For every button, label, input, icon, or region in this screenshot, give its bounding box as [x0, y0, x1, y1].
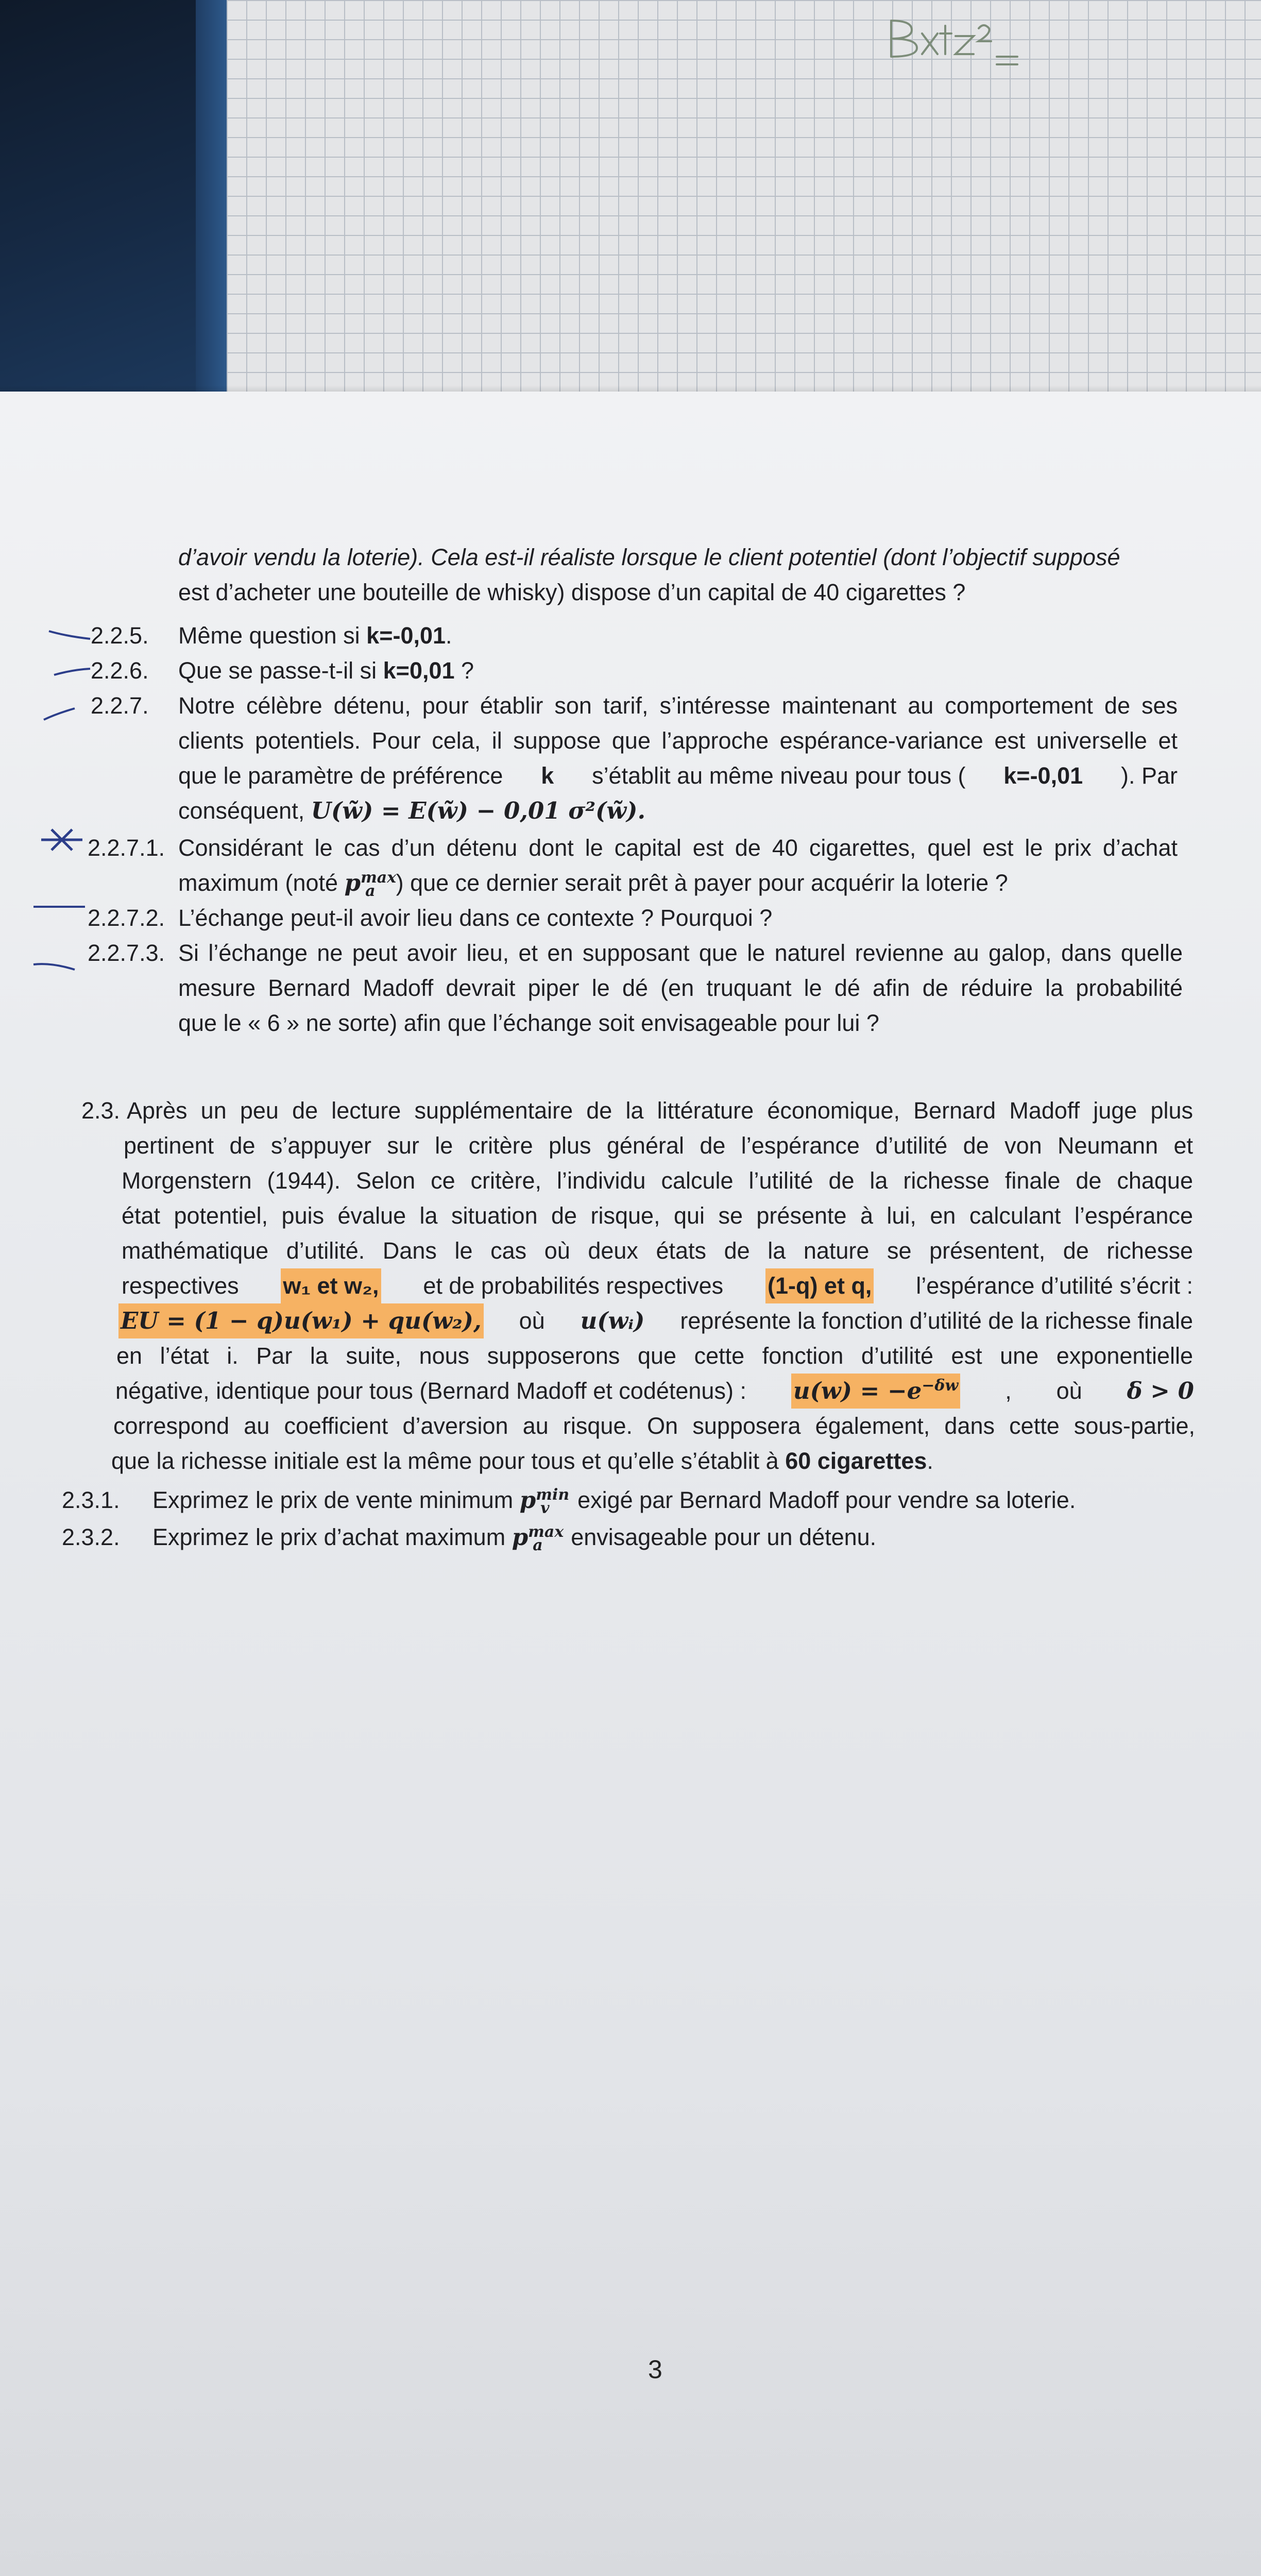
highlighted-text: w₁ et w₂,	[281, 1268, 381, 1303]
text-fragment: 60 cigarettes	[785, 1448, 927, 1474]
text-fragment: et de probabilités respectives	[423, 1273, 724, 1299]
text-fragment: négative, identique pour tous (Bernard Madoff et codétenus) :	[115, 1378, 746, 1404]
item-number: 2.2.7.3.	[88, 940, 165, 966]
item-number: 2.2.6.	[91, 657, 149, 684]
svg-text:Bxt₅²=T: Bxt₅²=T	[659, 5, 661, 6]
item-number: 2.3.2.	[62, 1524, 120, 1550]
squared-paper-sheet	[227, 0, 1261, 412]
text-fragment: U(w̃) = E(w̃) − 0,01 σ²(w̃).	[311, 797, 646, 824]
formula: p	[512, 1523, 529, 1551]
item-number: 2.2.5.	[91, 622, 149, 649]
section-2-3-line: pertinent de s’appuyer sur le critère plus général de l’espérance d’utilité de von Neumann et	[124, 1132, 1193, 1159]
formula: δ > 0	[1127, 1377, 1194, 1404]
text-fragment: Que se passe-t-il si	[178, 657, 383, 684]
formula-superscript: min	[536, 1486, 570, 1504]
section-number: 2.3.	[81, 1097, 121, 1124]
text-fragment: Exprimez le prix d’achat maximum	[152, 1524, 512, 1550]
section-2-3-line: correspond au coefficient d’aversion au risque. On supposera également, dans cette sous-partie,	[113, 1413, 1195, 1439]
pen-check-mark-4	[31, 899, 88, 914]
pen-check-mark-5	[31, 958, 77, 974]
text-line	[178, 540, 1120, 575]
handwritten-note	[659, 5, 1020, 108]
item-2-2-7-line: clients potentiels. Pour cela, il suppose que l’approche espérance-variance est universelle et	[178, 727, 1178, 754]
text-fragment: envisageable pour un détenu.	[564, 1524, 877, 1550]
formula-exponent: −δw	[922, 1377, 959, 1395]
text-fragment: .	[446, 622, 452, 649]
item-2-2-7-3-line: que le « 6 » ne sorte) afin que l’échange soit envisageable pour lui ?	[178, 1010, 879, 1036]
item-2-2-7-3-line: mesure Bernard Madoff devrait piper le dé (en truquant le dé afin de réduire la probabilité	[178, 975, 1183, 1001]
formula: u(wᵢ)	[580, 1307, 645, 1334]
text-fragment: maximum (noté	[178, 870, 345, 896]
pen-check-mark-2	[52, 665, 93, 680]
text-fragment: l’espérance d’utilité s’écrit :	[916, 1273, 1193, 1299]
text-fragment: conséquent,	[178, 798, 311, 824]
item-2-3-2	[152, 1520, 876, 1555]
section-2-3-line	[115, 1374, 1194, 1409]
item-number: 2.2.7.1.	[88, 835, 165, 861]
item-2-3-1	[152, 1483, 1076, 1518]
text-fragment: que le paramètre de préférence	[178, 762, 503, 789]
item-2-2-6	[178, 653, 474, 688]
pen-check-mark-1	[46, 623, 93, 644]
text-fragment: k	[541, 762, 554, 789]
text-fragment: ?	[454, 657, 474, 684]
item-2-2-7-1-line	[178, 866, 1008, 901]
text-fragment: respectives	[122, 1273, 239, 1299]
item-2-2-7-3-line: Si l’échange ne peut avoir lieu, et en supposant que le naturel revienne au galop, dans quelle	[178, 940, 1183, 966]
highlighted-text: (1-q) et q,	[765, 1268, 874, 1303]
formula-subscript: a	[533, 1536, 543, 1554]
item-number: 2.2.7.	[91, 692, 149, 719]
item-2-2-7-line	[178, 758, 1178, 793]
text-fragment: s’établit au même niveau pour tous (	[592, 762, 966, 789]
page-number: 3	[648, 2355, 662, 2384]
highlighted-formula: u(w) = −e	[793, 1377, 922, 1404]
section-2-3-line: Après un peu de lecture supplémentaire de la littérature économique, Bernard Madoff juge plus	[127, 1097, 1193, 1124]
item-2-2-7-line	[178, 793, 645, 828]
text-fragment: k=0,01	[383, 657, 455, 684]
text-fragment: ) que ce dernier serait prêt à payer pour acquérir la loterie ?	[396, 870, 1008, 896]
item-number: 2.2.7.2.	[88, 905, 165, 931]
formula: p	[519, 1486, 536, 1514]
text-fragment: p	[344, 869, 361, 896]
text-fragment: .	[927, 1448, 933, 1474]
text-fragment: k=-0,01	[1003, 762, 1083, 789]
text-fragment: a	[365, 882, 376, 900]
text-fragment: où	[519, 1308, 545, 1334]
highlighted-formula: EU = (1 − q)u(w₁) + qu(w₂),	[118, 1303, 484, 1338]
text-line	[178, 575, 965, 610]
text-fragment: exigé par Bernard Madoff pour vendre sa loterie.	[571, 1487, 1076, 1513]
text-fragment: Même question si	[178, 622, 367, 649]
section-2-3-line: Morgenstern (1944). Selon ce critère, l’individu calcule l’utilité de la richesse finale de chaque	[122, 1167, 1193, 1194]
text-fragment: où	[1056, 1378, 1082, 1404]
text-fragment: Exprimez le prix de vente minimum	[152, 1487, 520, 1513]
formula-subscript: v	[540, 1499, 550, 1517]
item-2-2-7-line: Notre célèbre détenu, pour établir son tarif, s’intéresse maintenant au comportement de ses	[178, 692, 1178, 719]
item-2-2-5	[178, 618, 452, 653]
section-2-3-line	[111, 1444, 933, 1479]
section-2-3-line: mathématique d’utilité. Dans le cas où deux états de la nature se présentent, de richesse	[122, 1238, 1193, 1264]
text-fragment: max	[361, 869, 397, 887]
item-number: 2.3.1.	[62, 1487, 120, 1513]
section-2-3-line: état potentiel, puis évalue la situation de risque, qui se présente à lui, en calculant l’espérance	[122, 1202, 1193, 1229]
text-fragment: ,	[1005, 1378, 1012, 1404]
text-fragment: est d’acheter une bouteille de whisky) dispose d’un capital de 40 cigarettes ?	[178, 579, 966, 605]
section-2-3-line	[118, 1303, 1193, 1338]
pen-check-mark-3	[41, 703, 77, 724]
section-2-3-line	[122, 1268, 1193, 1303]
text-fragment: que la richesse initiale est la même pour tous et qu’elle s’établit à	[111, 1448, 786, 1474]
text-fragment: d’avoir vendu la loterie). Cela est-il réaliste lorsque le client potentiel (dont l’objectif supposé	[178, 544, 1120, 570]
text-fragment: ). Par	[1120, 762, 1178, 789]
item-2-2-7-1-line: Considérant le cas d’un détenu dont le capital est de 40 cigarettes, quel est le prix d’achat	[178, 835, 1178, 861]
text-fragment: k=-0,01	[366, 622, 446, 649]
pen-star-mark	[36, 824, 88, 855]
section-2-3-line: en l’état i. Par la suite, nous supposerons que cette fonction d’utilité est une exponentielle	[116, 1343, 1193, 1369]
item-2-2-7-2: L’échange peut-il avoir lieu dans ce contexte ? Pourquoi ?	[178, 905, 773, 931]
text-fragment: représente la fonction d’utilité de la richesse finale	[680, 1308, 1193, 1334]
formula-superscript: max	[528, 1523, 564, 1541]
